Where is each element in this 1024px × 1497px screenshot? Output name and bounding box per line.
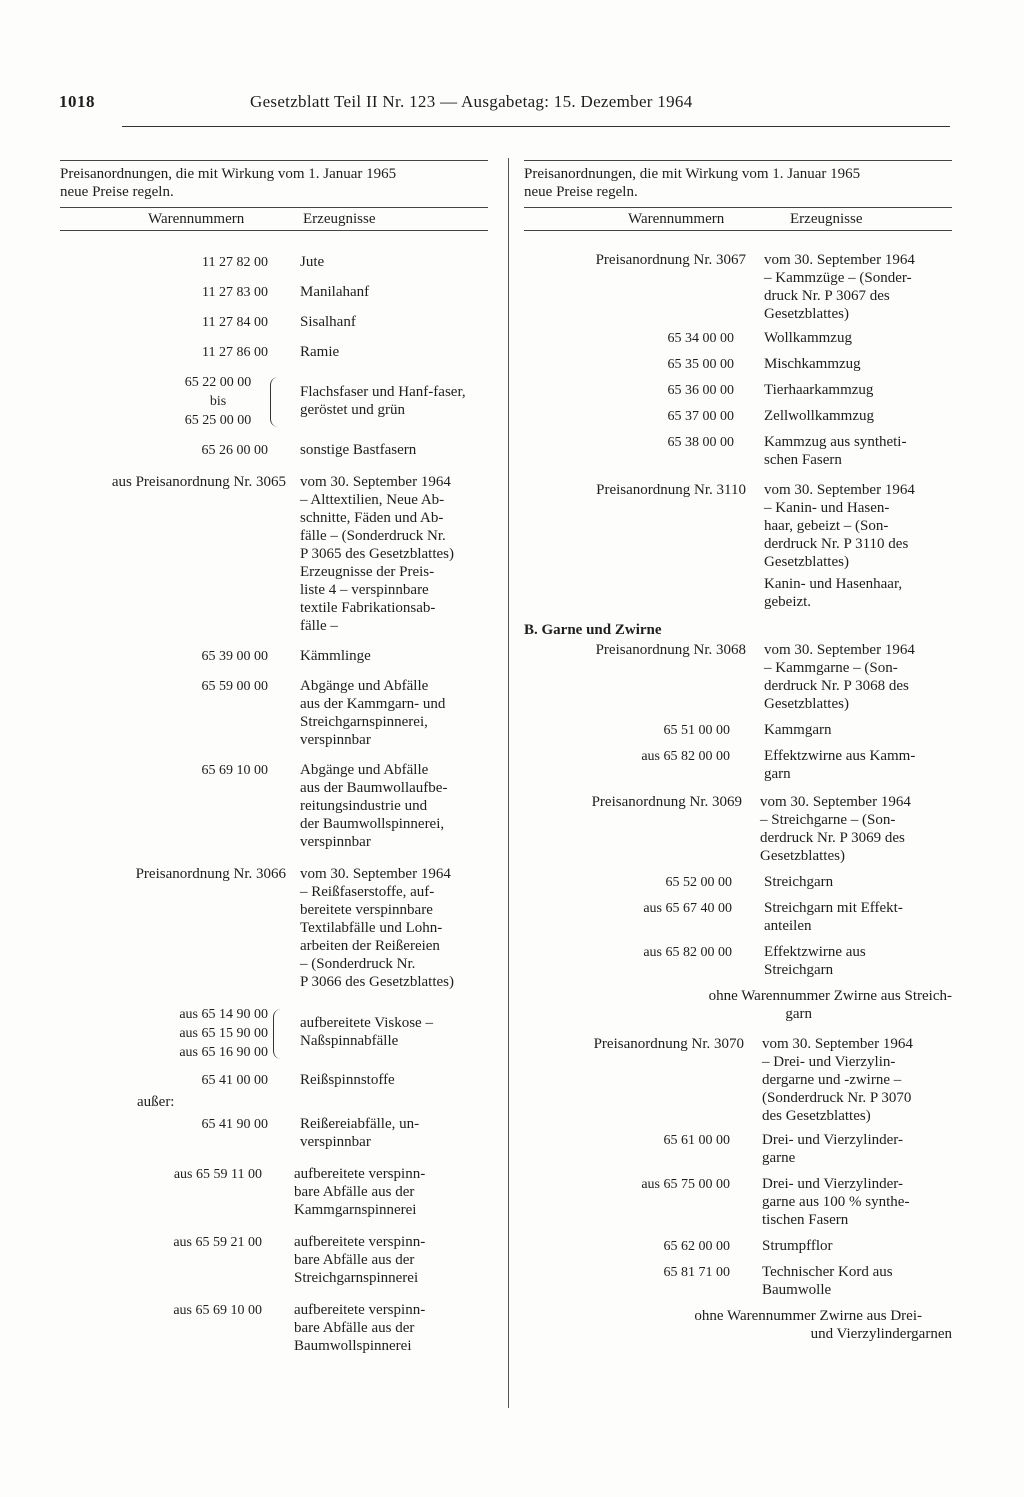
list-item: [60, 1165, 488, 1219]
item-product: aufbereitete verspinn- bare Abfälle aus der Kammgarnspinnerei: [294, 1166, 426, 1218]
brace: [270, 377, 279, 427]
item-product: Reißspinnstoffe: [300, 1072, 395, 1088]
item-number: aus 65 82 00 00: [643, 945, 732, 960]
item-number: aus 65 16 90 00: [179, 1045, 268, 1060]
item-product: Jute: [300, 254, 325, 270]
item-product: Abgänge und Abfälle aus der Baumwollaufbe- reitungsindustrie und der Baumwollspinnerei, verspinnbar: [300, 762, 448, 850]
list-item: [60, 283, 488, 301]
item-number: 65 41 00 00: [201, 1073, 268, 1088]
item-number: aus 65 82 00 00: [641, 749, 730, 764]
list-item: [524, 899, 952, 935]
item-product: Drei- und Vierzylinder- garne: [762, 1132, 903, 1166]
item-number: 65 25 00 00: [184, 413, 252, 428]
left-column: [60, 160, 488, 1355]
list-item: [60, 647, 488, 665]
item-product: Reißereiabfälle, un- verspinnbar: [300, 1116, 420, 1150]
item-number: Preisanordnung Nr. 3068: [595, 642, 746, 658]
item-product: aufbereitete verspinn- bare Abfälle aus der Streichgarnspinnerei: [294, 1234, 426, 1286]
page-number: 1018: [59, 92, 95, 111]
item-number: 11 27 82 00: [202, 255, 268, 270]
list-item: [524, 1035, 952, 1125]
note-without-number: [524, 987, 952, 1023]
column-header-numbers: Warennummern: [628, 211, 725, 227]
list-item: [60, 1115, 488, 1151]
list-item: [524, 641, 952, 713]
item-number: 65 69 10 00: [201, 763, 268, 778]
list-item: [524, 1175, 952, 1229]
title-line: Preisanordnungen, die mit Wirkung vom 1. Januar 1965: [524, 166, 861, 182]
left-column-title: [60, 165, 488, 201]
item-number: 65 22 00 00: [184, 375, 252, 390]
item-product: Drei- und Vierzylinder- garne aus 100 % synthe- tischen Fasern: [762, 1176, 910, 1228]
item-number: 65 52 00 00: [665, 875, 732, 890]
item-number: 65 59 00 00: [201, 679, 268, 694]
title-line: neue Preise regeln.: [524, 184, 638, 200]
list-item: [524, 355, 952, 373]
list-item: [524, 721, 952, 739]
title-line: neue Preise regeln.: [60, 184, 174, 200]
item-product: vom 30. September 1964 – Drei- und Vierzylin- dergarne und -zwirne – (Sonderdruck Nr. P 3070 des Gesetzblattes): [762, 1036, 913, 1124]
item-product: Ramie: [300, 344, 340, 360]
list-item: [524, 407, 952, 425]
item-number: 11 27 84 00: [202, 315, 268, 330]
item-product: Tierhaarkammzug: [764, 382, 874, 398]
item-number: aus 65 67 40 00: [643, 901, 732, 916]
list-item: [524, 381, 952, 399]
item-number: 65 62 00 00: [663, 1239, 730, 1254]
list-item: [60, 677, 488, 749]
column-header-products: Erzeugnisse: [303, 211, 376, 227]
item-number: Preisanordnung Nr. 3070: [593, 1036, 744, 1052]
item-product: vom 30. September 1964 – Reißfaserstoffe, auf- bereitete verspinnbare Textilabfälle und Lohn- arbeiten der Reißereien – (Sonderdruck Nr. P 3066 des Gesetzblattes): [300, 866, 454, 990]
item-product: Effektzwirne aus Kamm- garn: [764, 748, 916, 782]
item-product: Zellwollkammzug: [764, 408, 874, 424]
item-product: vom 30. September 1964 – Alttextilien, Neue Ab- schnitte, Fäden und Ab- fälle – (Sonderdruck Nr. P 3065 des Gesetzblattes) Erzeugnisse der Preis- liste 4 – verspinnbare textile Fabrikationsab- fälle –: [300, 474, 454, 634]
item-number: Preisanordnung Nr. 3066: [135, 866, 286, 882]
list-item: [60, 253, 488, 271]
note-line: ohne Warennummer Zwirne aus Drei-: [694, 1308, 922, 1324]
item-number: 65 35 00 00: [667, 357, 734, 372]
item-product: Kämmlinge: [300, 648, 371, 664]
item-number-group: [179, 1005, 268, 1062]
item-number: 65 81 71 00: [663, 1265, 730, 1280]
column-divider: [508, 158, 509, 1408]
brace: [273, 1009, 282, 1059]
list-item: [524, 943, 952, 979]
item-product: Mischkammzug: [764, 356, 861, 372]
list-item: [524, 433, 952, 469]
item-number: aus 65 59 21 00: [173, 1235, 262, 1250]
note-line: garn: [785, 1006, 812, 1022]
item-product: vom 30. September 1964 – Kanin- und Hasen- haar, gebeizt – (Son- derdruck Nr. P 3110 des Gesetzblattes): [764, 482, 915, 570]
note-without-number: [524, 1307, 952, 1343]
right-column: [524, 160, 952, 1343]
title-line: Preisanordnungen, die mit Wirkung vom 1. Januar 1965: [60, 166, 397, 182]
list-item: [60, 1301, 488, 1355]
item-product: vom 30. September 1964 – Kammgarne – (Son- derdruck Nr. P 3068 des Gesetzblattes): [764, 642, 915, 712]
item-number-group: [168, 373, 268, 430]
item-number: 65 39 00 00: [201, 649, 268, 664]
item-product: sonstige Bastfasern: [300, 442, 417, 458]
item-number: 65 61 00 00: [663, 1133, 730, 1148]
list-item: [524, 251, 952, 323]
item-product: Kammgarn: [764, 722, 832, 738]
item-number: 11 27 86 00: [202, 345, 268, 360]
list-item: [524, 747, 952, 783]
list-item: [524, 481, 952, 571]
item-number-bis: bis: [209, 394, 227, 409]
grouped-entry-flachs: [60, 373, 488, 431]
item-product: Wollkammzug: [764, 330, 852, 346]
item-number: Preisanordnung Nr. 3110: [596, 482, 746, 498]
item-number: Preisanordnung Nr. 3067: [595, 252, 746, 268]
item-number: 11 27 83 00: [202, 285, 268, 300]
item-product: vom 30. September 1964 – Streichgarne – (Son- derdruck Nr. P 3069 des Gesetzblattes): [760, 794, 911, 864]
right-column-title: [524, 165, 952, 201]
list-item: [524, 1263, 952, 1299]
item-number: 65 37 00 00: [667, 409, 734, 424]
item-number: 65 51 00 00: [663, 723, 730, 738]
list-item: [60, 343, 488, 361]
item-product: Flachsfaser und Hanf-faser, geröstet und grün: [300, 384, 466, 418]
item-number: aus 65 14 90 00: [179, 1007, 268, 1022]
item-product: aufbereitete Viskose –Naßspinnabfälle: [300, 1015, 433, 1049]
list-item: [60, 1071, 488, 1089]
item-product: Strumpfflor: [762, 1238, 833, 1254]
list-item: [524, 873, 952, 891]
list-item: [60, 473, 488, 635]
list-item: [524, 1237, 952, 1255]
list-item: [60, 865, 488, 991]
list-item: [524, 575, 952, 611]
column-header-numbers: Warennummern: [148, 211, 245, 227]
item-number: 65 26 00 00: [201, 443, 268, 458]
item-product: Abgänge und Abfälle aus der Kammgarn- und Streichgarnspinnerei, verspinnbar: [300, 678, 446, 748]
list-item: [60, 313, 488, 331]
item-product: Streichgarn: [764, 874, 834, 890]
item-product: Kanin- und Hasenhaar, gebeizt.: [764, 576, 903, 610]
item-product: Kammzug aus syntheti- schen Fasern: [764, 434, 907, 468]
section-heading: B. Garne und Zwirne: [524, 622, 662, 638]
header-rule: [122, 126, 950, 127]
item-product: aufbereitete verspinn- bare Abfälle aus der Baumwollspinnerei: [294, 1302, 426, 1354]
list-item: [524, 1131, 952, 1167]
item-number: aus 65 59 11 00: [173, 1167, 262, 1182]
item-number: 65 38 00 00: [667, 435, 734, 450]
item-number: 65 36 00 00: [667, 383, 734, 398]
item-product: vom 30. September 1964 – Kammzüge – (Sonder- druck Nr. P 3067 des Gesetzblattes): [764, 252, 915, 322]
item-number: Preisanordnung Nr. 3069: [591, 794, 742, 810]
column-header-products: Erzeugnisse: [790, 211, 863, 227]
item-product: Technischer Kord aus Baumwolle: [762, 1264, 893, 1298]
item-product: Streichgarn mit Effekt- anteilen: [764, 900, 903, 934]
list-item: [60, 761, 488, 851]
page-header-title: Gesetzblatt Teil II Nr. 123 — Ausgabetag: 15. Dezember 1964: [250, 92, 693, 111]
item-number: 65 41 90 00: [201, 1117, 268, 1132]
item-number: aus 65 15 90 00: [179, 1026, 268, 1041]
list-item: [524, 329, 952, 347]
list-item: [60, 441, 488, 459]
list-item: [524, 793, 952, 865]
grouped-entry-viskose: [60, 1005, 488, 1061]
item-number: 65 34 00 00: [667, 331, 734, 346]
item-number: aus Preisanordnung Nr. 3065: [111, 474, 286, 490]
item-product: Sisalhanf: [300, 314, 356, 330]
note-line: ohne Warennummer Zwirne aus Streich-: [708, 988, 952, 1004]
item-product: Effektzwirne aus Streichgarn: [764, 944, 866, 978]
item-number: aus 65 69 10 00: [173, 1303, 262, 1318]
ausser-label: außer:: [137, 1094, 175, 1110]
item-product: Manilahanf: [300, 284, 370, 300]
left-column-header: [60, 208, 488, 228]
right-column-header: [524, 208, 952, 228]
item-number: aus 65 75 00 00: [641, 1177, 730, 1192]
list-item: [60, 1233, 488, 1287]
note-line: und Vierzylindergarnen: [810, 1326, 952, 1342]
